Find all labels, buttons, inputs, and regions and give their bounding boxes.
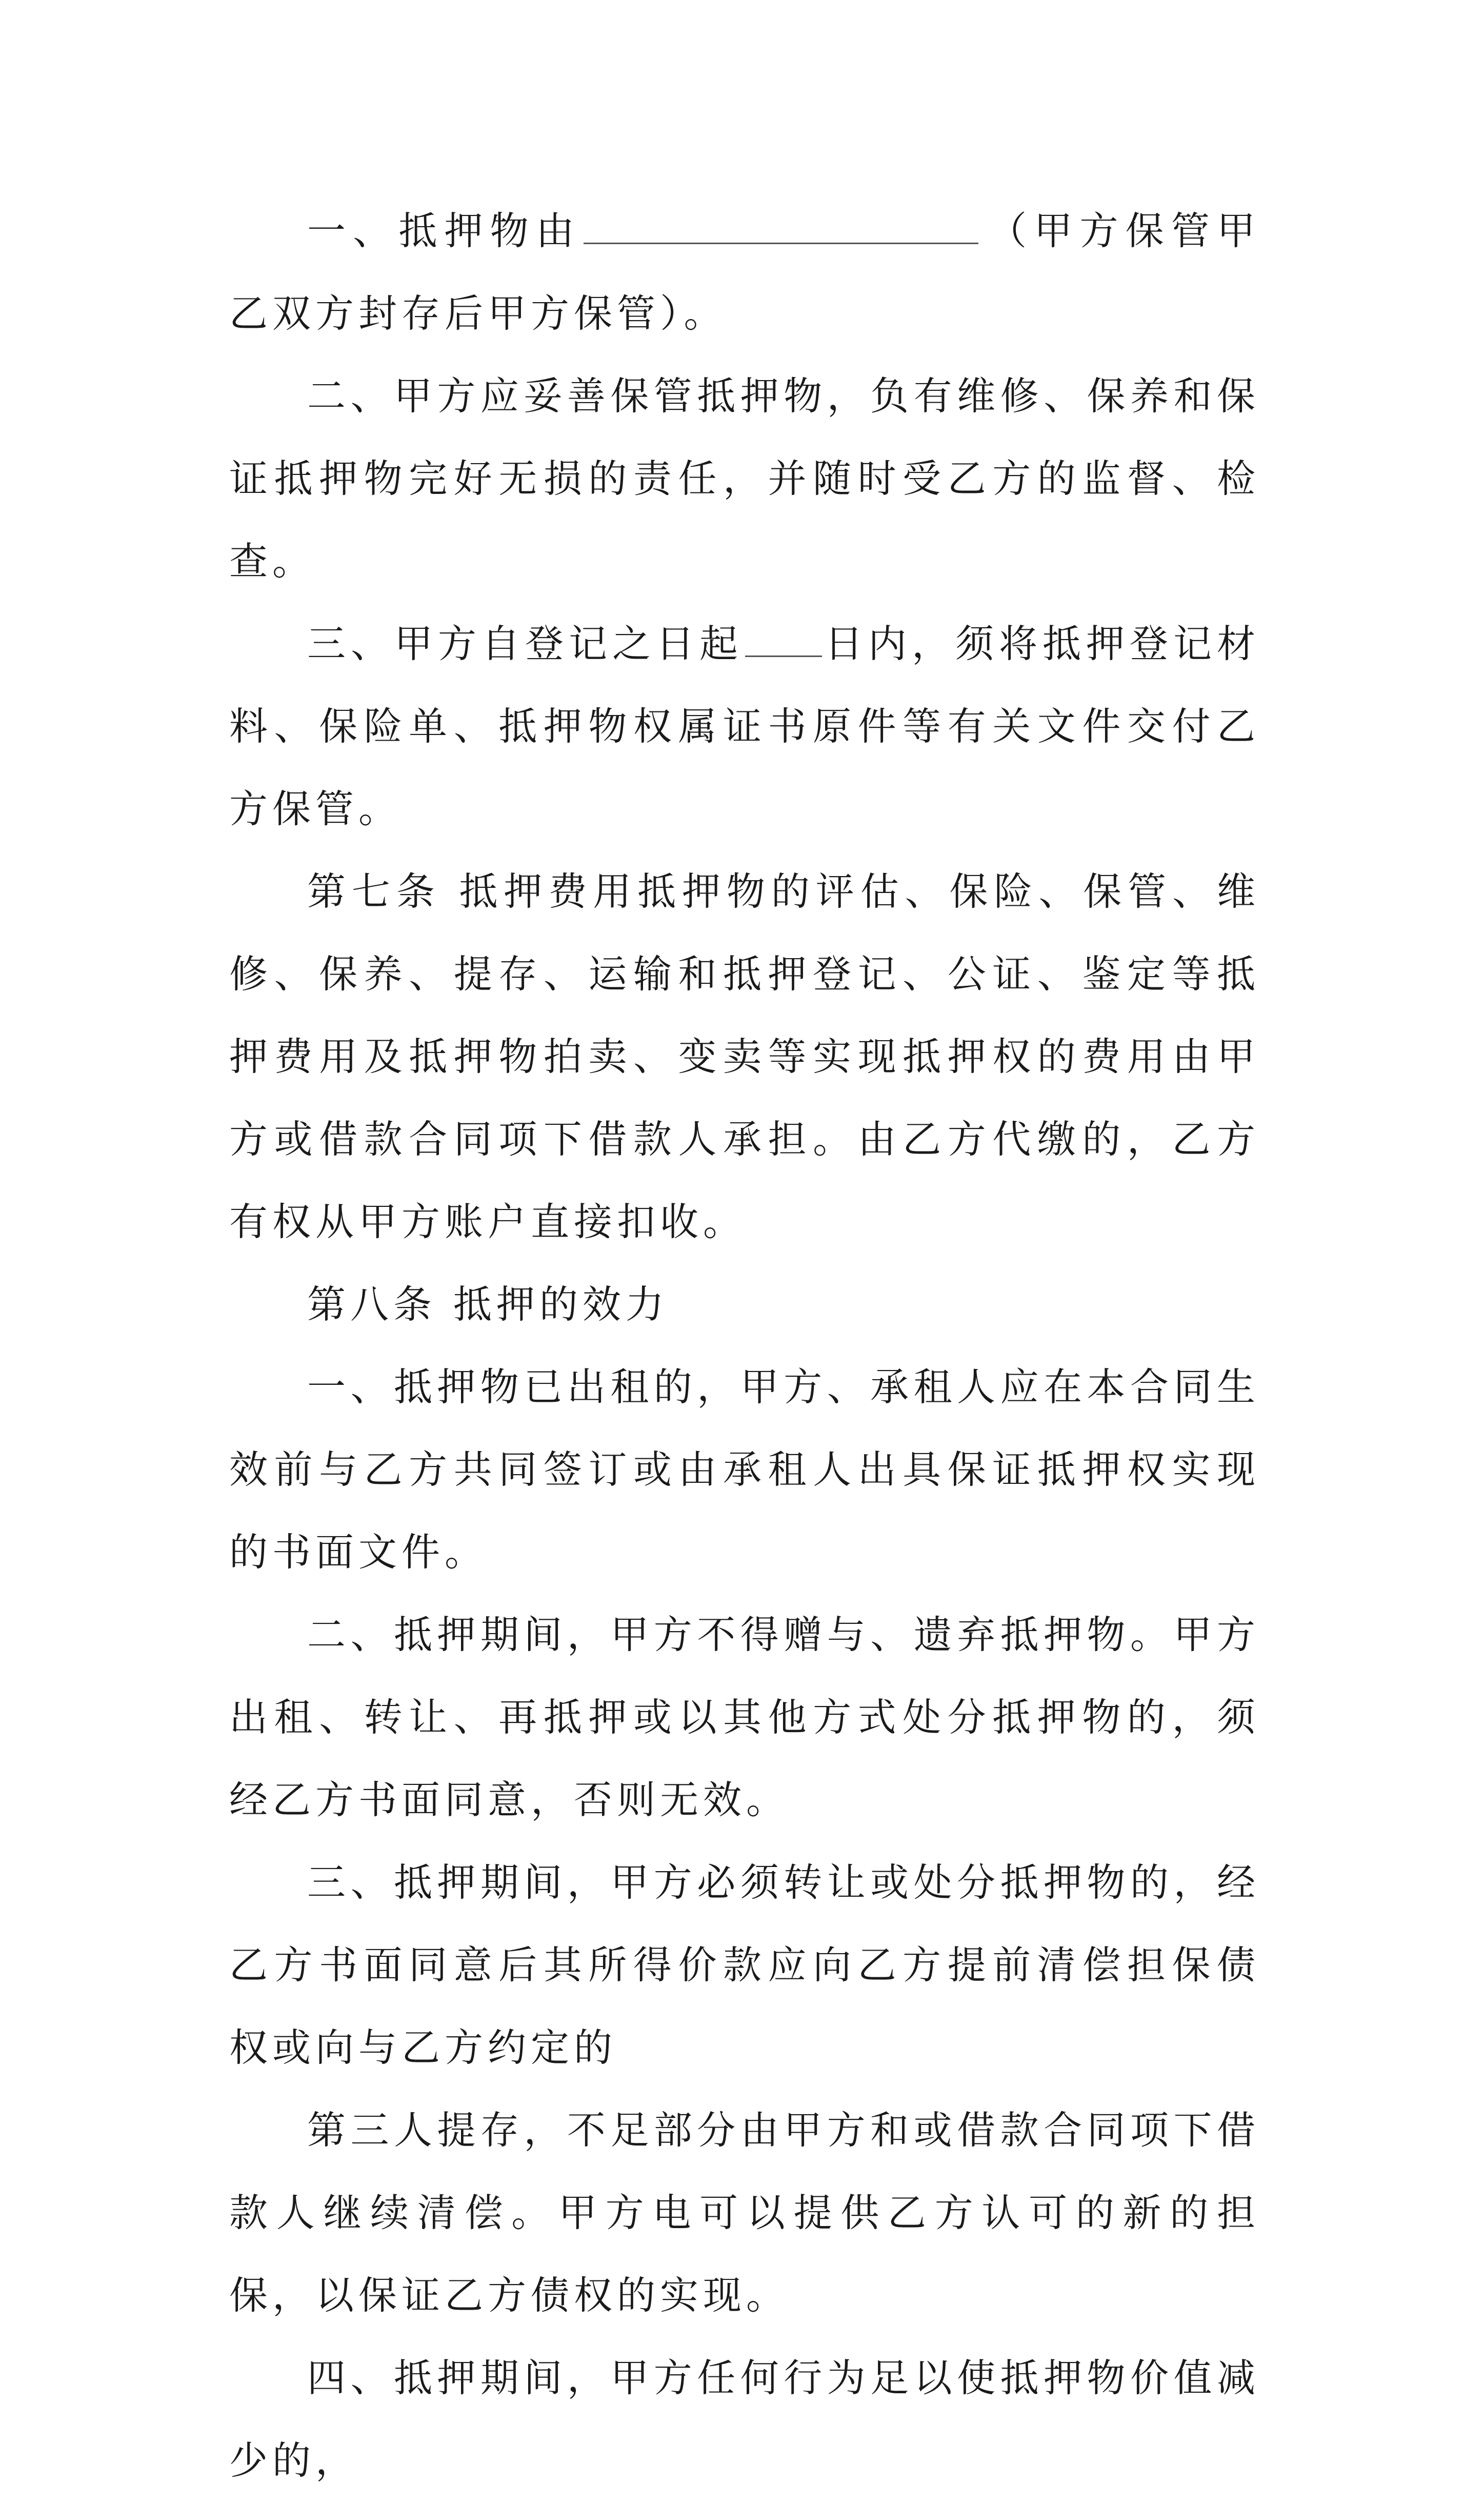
clause-paragraph-7: 二、抵押期间，甲方不得赠与、遗弃抵押物。甲方出租、转让、再抵押或以其他方式处分抵押物的，须经乙方书面同意，否则无效。 (229, 1612, 1260, 1822)
clause-1-text-after: （甲方保管甲乙双方封存后甲方保管）。 (229, 208, 1260, 336)
days-blank (745, 624, 822, 657)
clause-paragraph-2: 二、甲方应妥善保管抵押物，负有维修、保养和保证抵押物完好无损的责任，并随时受乙方的监督、检查。 (229, 373, 1260, 584)
clause-paragraph-6: 一、抵押物已出租的，甲方、承租人应在本合同生效前与乙方共同签订或由承租人出具保证抵押权实现的书面文件。 (229, 1364, 1260, 1575)
clause-3-text-before: 三、甲方自登记之日起 (307, 621, 743, 666)
clause-paragraph-9: 第三人提存，不足部分由甲方和或借款合同项下借款人继续清偿。甲方电可以提供乙方认可的新的担保，以保证乙方债权的实现。 (229, 2108, 1260, 2318)
clause-paragraph-10: 四、抵押期间，甲方任何行为足以使抵押物价值减少的， (229, 2355, 1260, 2483)
clause-3-text-after: 日内，须将抵押登记材料、保险单、抵押物权属证书原件等有关文件交付乙方保管。 (229, 621, 1260, 831)
article-8-heading: 第八条 抵押的效力 (307, 1282, 669, 1327)
document-page (229, 190, 1260, 2502)
clause-paragraph-1 (229, 190, 1260, 355)
custodian-blank (584, 211, 978, 244)
article-7-paragraph: 第七条 抵押费用抵押物的评估、保险、保管、维修、保养、提存、运输和抵押登记、公证、鉴定等抵押费用及抵押物拍卖、变卖等实现抵押权的费用由甲方或借款合同项下借款人承担。由乙方代缴的，乙方有权从甲方账户直接扣收。 (229, 869, 1260, 1244)
clause-paragraph-3 (229, 603, 1260, 850)
clause-paragraph-8: 三、抵押期间，甲方必须转让或处分抵押物的，经乙方书面同意后其所得价款应向乙方提前清偿担保债权或向与乙方约定的 (229, 1860, 1260, 2070)
clause-1-text-before: 一、抵押物由 (307, 208, 581, 253)
